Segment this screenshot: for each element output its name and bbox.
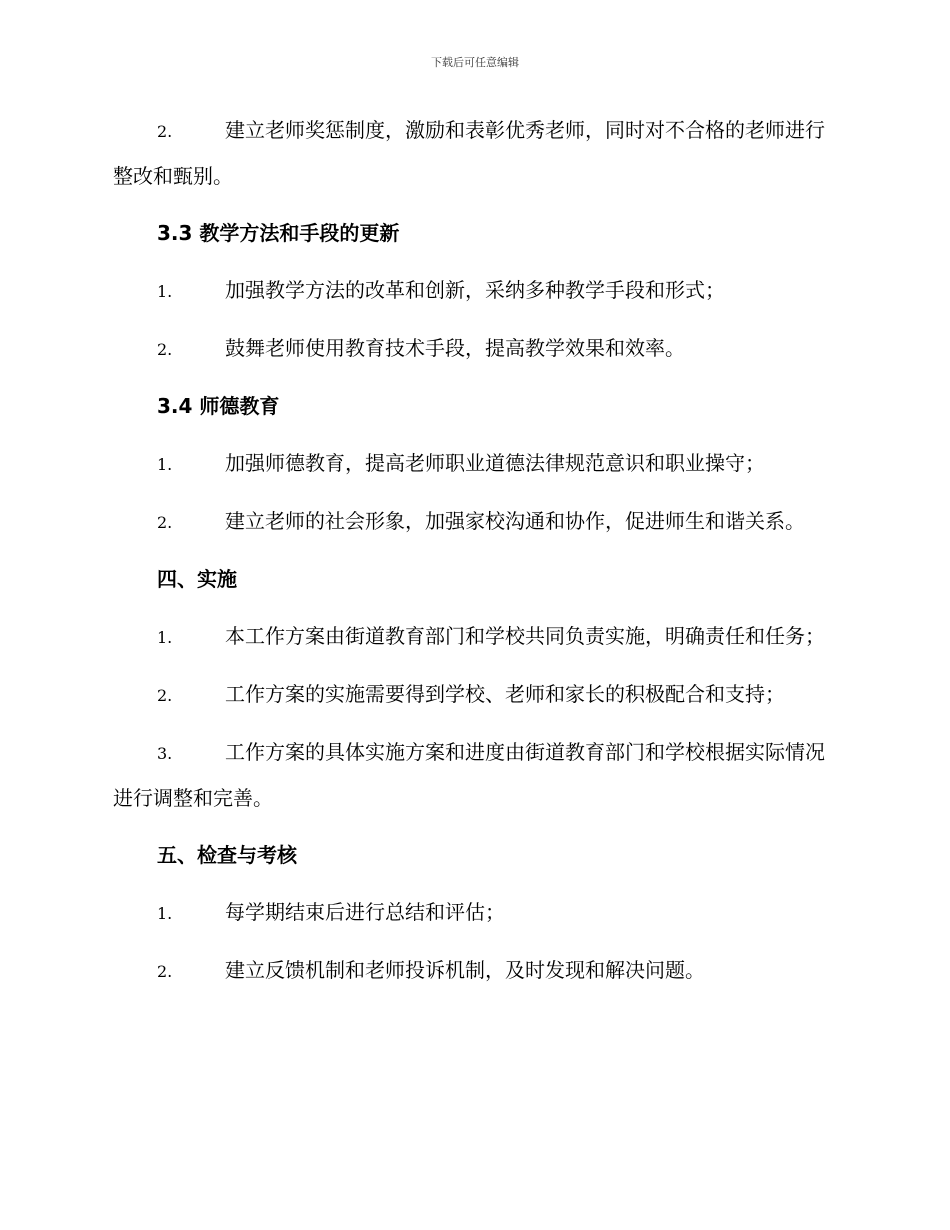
section-heading: 四、实施 <box>157 567 237 591</box>
item-number: 1. <box>157 455 173 474</box>
item-text: 鼓舞老师使用教育技术手段，提高教学效果和效率。 <box>225 336 685 360</box>
section-heading: 3.4 师德教育 <box>157 394 280 418</box>
item-text: 建立老师奖惩制度，激励和表彰优秀老师，同时对不合格的老师进行整改和甄别。 <box>113 118 825 188</box>
item-text: 建立反馈机制和老师投诉机制，及时发现和解决问题。 <box>225 958 705 982</box>
item-text: 工作方案的实施需要得到学校、老师和家长的积极配合和支持； <box>225 682 785 706</box>
section-heading: 五、检查与考核 <box>157 843 297 867</box>
item-text: 本工作方案由街道教育部门和学校共同负责实施，明确责任和任务； <box>225 624 825 648</box>
item-number: 2. <box>157 962 173 981</box>
item-number: 1. <box>157 904 173 923</box>
page-header: 下载后可任意编辑 <box>431 56 519 69</box>
document-body <box>113 108 837 1006</box>
item-text: 工作方案的具体实施方案和进度由街道教育部门和学校根据实际情况进行调整和完善。 <box>113 740 825 810</box>
list-item <box>113 890 837 936</box>
item-number: 3. <box>157 744 173 763</box>
item-text: 每学期结束后进行总结和评估； <box>225 900 505 924</box>
list-item <box>113 948 837 994</box>
item-text: 加强师德教育，提高老师职业道德法律规范意识和职业操守； <box>225 451 765 475</box>
list-item <box>113 326 837 372</box>
section-heading: 3.3 教学方法和手段的更新 <box>157 221 400 245</box>
list-item <box>113 441 837 487</box>
item-text: 建立老师的社会形象，加强家校沟通和协作，促进师生和谐关系。 <box>225 509 805 533</box>
item-text: 加强教学方法的改革和创新，采纳多种教学手段和形式； <box>225 278 725 302</box>
item-number: 2. <box>157 122 173 141</box>
list-item <box>113 268 837 314</box>
list-item <box>113 614 837 660</box>
list-item <box>113 108 837 199</box>
item-number: 2. <box>157 686 173 705</box>
list-item <box>113 672 837 718</box>
list-item <box>113 499 837 545</box>
item-number: 2. <box>157 513 173 532</box>
item-number: 2. <box>157 340 173 359</box>
item-number: 1. <box>157 628 173 647</box>
item-number: 1. <box>157 282 173 301</box>
list-item <box>113 730 837 821</box>
